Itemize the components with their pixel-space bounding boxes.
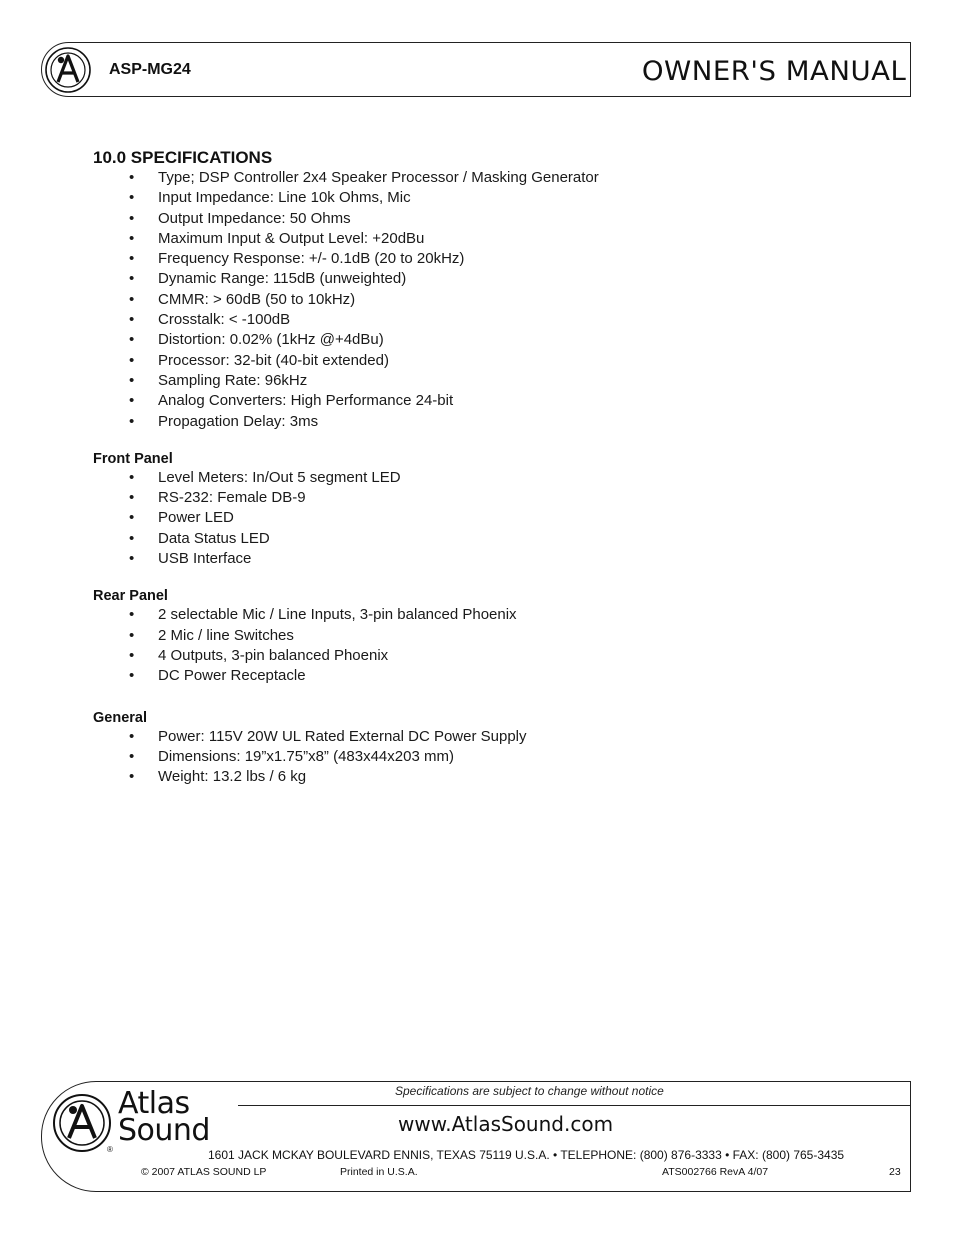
bullet-icon: • (129, 747, 135, 765)
spec-item (93, 488, 873, 508)
spec-item (93, 767, 873, 787)
spec-item (93, 168, 873, 188)
spec-item (93, 626, 873, 646)
spec-text: Output Impedance: 50 Ohms (158, 209, 351, 227)
manual-title: OWNER'S MANUAL (641, 56, 906, 87)
atlas-sound-logo-icon (52, 1093, 112, 1153)
page-number: 23 (889, 1166, 901, 1178)
bullet-icon: • (129, 250, 135, 268)
spec-item (93, 468, 873, 488)
specs-list (93, 168, 873, 432)
spec-item (93, 549, 873, 569)
spec-item (93, 646, 873, 666)
website-link[interactable]: www.AtlasSound.com (398, 1112, 614, 1136)
spec-text: Sampling Rate: 96kHz (158, 371, 308, 389)
brand-line-atlas: Atlas (118, 1086, 190, 1121)
spec-item (93, 330, 873, 350)
spec-item (93, 747, 873, 767)
bullet-icon: • (129, 489, 135, 507)
front-panel-list (93, 468, 873, 569)
bullet-icon: • (129, 169, 135, 186)
spec-text: DC Power Receptacle (158, 667, 306, 685)
spec-item (93, 666, 873, 686)
bullet-icon: • (129, 626, 135, 644)
brand-wordmark (118, 1086, 210, 1148)
spec-item (93, 351, 873, 371)
spec-text: Frequency Response: +/- 0.1dB (20 to 20kHz) (158, 250, 465, 268)
bullet-icon: • (129, 371, 135, 389)
bullet-icon: • (129, 209, 135, 227)
spec-text: USB Interface (158, 550, 252, 568)
rear-panel-list (93, 605, 873, 686)
bullet-icon: • (129, 311, 135, 329)
spec-item (93, 727, 873, 747)
spec-text: Distortion: 0.02% (1kHz @+4dBu) (158, 331, 384, 349)
specifications-section (93, 148, 873, 787)
footer-divider (238, 1105, 911, 1106)
spec-item (93, 371, 873, 391)
bullet-icon: • (129, 189, 135, 207)
spec-text: 2 Mic / line Switches (158, 626, 294, 644)
spec-item (93, 412, 873, 432)
bullet-icon: • (129, 270, 135, 288)
spec-text: Crosstalk: < -100dB (158, 311, 291, 329)
spec-text: Propagation Delay: 3ms (158, 412, 319, 430)
document-number: ATS002766 RevA 4/07 (662, 1166, 769, 1178)
spec-text: Dimensions: 19”x1.75”x8” (483x44x203 mm) (158, 747, 454, 765)
spec-item (93, 188, 873, 208)
footer-notice: Specifications are subject to change without notice (395, 1084, 664, 1098)
section-title: 10.0 SPECIFICATIONS (93, 148, 273, 167)
spec-item (93, 249, 873, 269)
front-panel-title: Front Panel (93, 450, 173, 467)
bullet-icon: • (129, 550, 135, 568)
spec-text: Power LED (158, 509, 234, 527)
spec-item (93, 508, 873, 528)
general-list (93, 727, 873, 788)
spec-item (93, 209, 873, 229)
bullet-icon: • (129, 468, 135, 486)
general-title: General (93, 709, 147, 726)
bullet-icon: • (129, 529, 135, 547)
bullet-icon: • (129, 646, 135, 664)
atlas-circle-logo-icon (44, 46, 92, 94)
spec-text: Type; DSP Controller 2x4 Speaker Processor / Masking Generator (158, 169, 599, 186)
bullet-icon: • (129, 229, 135, 247)
model-name: ASP-MG24 (109, 61, 191, 78)
spec-item (93, 529, 873, 549)
spec-text: 2 selectable Mic / Line Inputs, 3-pin balanced Phoenix (158, 606, 517, 624)
bullet-icon: • (129, 768, 135, 786)
bullet-icon: • (129, 412, 135, 430)
spec-text: Analog Converters: High Performance 24-bit (158, 392, 454, 410)
spec-item (93, 269, 873, 289)
spec-item (93, 229, 873, 249)
brand-line-sound: Sound (118, 1113, 210, 1148)
rear-panel-title: Rear Panel (93, 588, 168, 605)
spec-text: Input Impedance: Line 10k Ohms, Mic (158, 189, 411, 207)
copyright: © 2007 ATLAS SOUND LP (141, 1166, 267, 1178)
bullet-icon: • (129, 727, 135, 745)
spec-text: 4 Outputs, 3-pin balanced Phoenix (158, 646, 389, 664)
bullet-icon: • (129, 667, 135, 685)
registered-mark: ® (107, 1145, 113, 1154)
spec-item (93, 391, 873, 411)
company-address: 1601 JACK MCKAY BOULEVARD ENNIS, TEXAS 75119 U.S.A. • TELEPHONE: (800) 876-3333 • FAX: (800) 765-3435 (208, 1148, 845, 1162)
bullet-icon: • (129, 290, 135, 308)
spec-text: Weight: 13.2 lbs / 6 kg (158, 768, 307, 786)
spec-text: Power: 115V 20W UL Rated External DC Power Supply (158, 727, 527, 745)
bullet-icon: • (129, 351, 135, 369)
bullet-icon: • (129, 509, 135, 527)
spec-item (93, 605, 873, 625)
bullet-icon: • (129, 606, 135, 624)
spec-text: Level Meters: In/Out 5 segment LED (158, 468, 401, 486)
spec-text: Maximum Input & Output Level: +20dBu (158, 229, 425, 247)
bullet-icon: • (129, 392, 135, 410)
spec-text: Data Status LED (158, 529, 270, 547)
bullet-icon: • (129, 331, 135, 349)
spec-text: Processor: 32-bit (40-bit extended) (158, 351, 389, 369)
printed-in: Printed in U.S.A. (340, 1166, 418, 1178)
spec-text: Dynamic Range: 115dB (unweighted) (158, 270, 407, 288)
spec-text: RS-232: Female DB-9 (158, 489, 306, 507)
spec-item (93, 310, 873, 330)
spec-text: CMMR: > 60dB (50 to 10kHz) (158, 290, 356, 308)
spec-item (93, 290, 873, 310)
